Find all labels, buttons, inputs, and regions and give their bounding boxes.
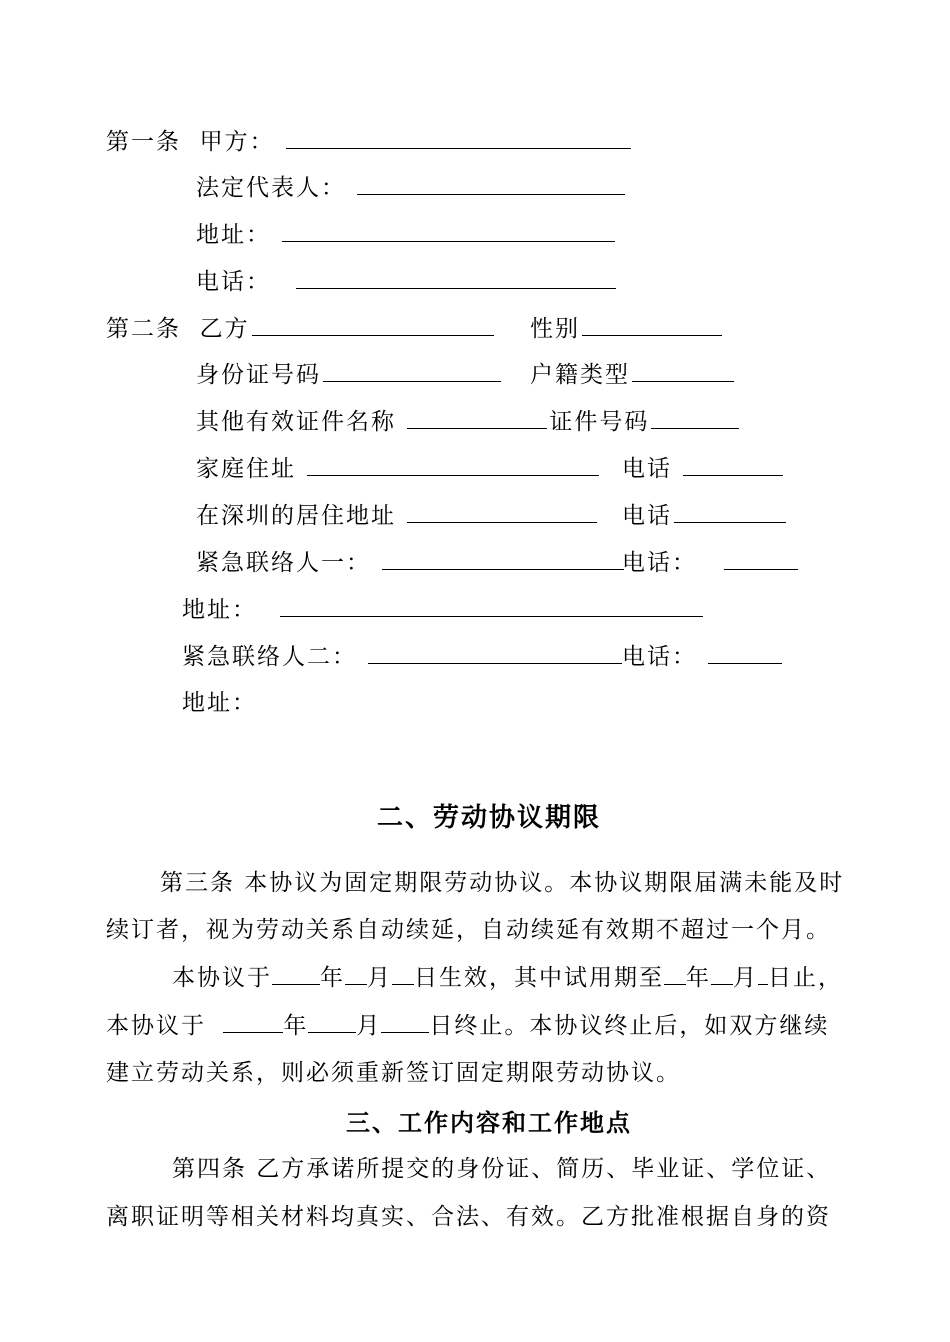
end-month-blank[interactable] [308,1010,356,1033]
home-phone-blank[interactable] [683,453,783,476]
emergency-contact-2-phone-blank[interactable] [708,641,782,664]
legal-rep-blank[interactable] [357,172,625,195]
party-a-phone-blank[interactable] [296,266,616,289]
party-a-line [106,126,633,157]
emergency-contact-1-address-blank[interactable] [280,594,703,617]
sz-phone-label: 电话 [622,503,672,529]
effective-month-blank[interactable] [345,962,367,985]
emergency-contact-1-phone-label: 电话： [622,550,697,576]
probation-end-text: 日止， [768,965,843,991]
probation-year-blank[interactable] [664,962,686,985]
emergency-contact-1-blank[interactable] [382,547,624,570]
probation-year-label: 年 [686,965,711,991]
section-2-title: 二、劳动协议期限 [376,803,601,833]
emergency-contact-2-address-line [182,688,257,718]
emergency-contact-2-phone-line [622,641,784,672]
article-3-line-2: 续订者，视为劳动关系自动续延，自动续延有效期不超过一个月。 [106,917,831,943]
probation-day-blank[interactable] [758,962,768,985]
end-month-label: 月 [356,1013,382,1039]
other-id-label: 其他有效证件名称 [196,409,396,435]
doc-number-label: 证件号码 [549,409,650,435]
probation-month-label: 月 [733,965,758,991]
end-day-blank[interactable] [381,1010,429,1033]
party-b-blank[interactable] [252,313,494,336]
party-a-phone-line [196,266,618,297]
probation-month-blank[interactable] [711,962,733,985]
effective-year-blank[interactable] [272,962,320,985]
end-year-label: 年 [283,1013,309,1039]
party-a-blank[interactable] [286,126,631,149]
party-b-line [106,313,496,344]
id-number-blank[interactable] [323,359,501,382]
sz-phone-line [622,500,788,531]
sz-address-line [196,500,599,531]
party-a-label: 甲方： [199,129,275,155]
emergency-contact-2-label: 紧急联络人二： [182,644,357,670]
effective-date-text-d: 日生效，其中试用期至 [414,965,664,991]
id-number-line [196,359,503,390]
renewal-line: 建立劳动关系，则必须重新签订固定期限劳动协议。 [106,1060,681,1086]
doc-number-blank[interactable] [651,406,739,429]
gender-line [530,313,724,344]
sz-address-label: 在深圳的居住地址 [196,503,396,529]
hukou-label: 户籍类型 [530,362,630,388]
party-a-phone-label: 电话： [196,269,271,295]
sz-address-blank[interactable] [407,500,597,523]
home-address-blank[interactable] [307,453,599,476]
home-phone-line [622,453,785,484]
party-b-label: 乙方 [199,316,250,342]
effective-date-line [172,962,843,993]
party-a-address-label: 地址： [196,222,271,248]
party-a-address-blank[interactable] [282,219,615,242]
other-id-line [196,406,741,437]
emergency-contact-1-label: 紧急联络人一： [196,550,371,576]
emergency-contact-1-line [196,547,626,578]
article-4-line-1: 第四条 乙方承诺所提交的身份证、简历、毕业证、学位证、 [172,1156,832,1182]
end-date-text-d: 日终止。本协议终止后，如双方继续 [429,1013,830,1039]
emergency-contact-2-address-label: 地址： [182,690,257,716]
emergency-contact-2-blank[interactable] [368,641,622,664]
effective-date-text-a: 本协议于 [172,965,272,991]
end-date-text-a: 本协议于 [106,1013,216,1039]
end-date-line [106,1010,829,1041]
section-3-title: 三、工作内容和工作地点 [346,1108,632,1137]
gender-label: 性别 [530,316,580,342]
home-phone-label: 电话 [622,456,672,482]
article-2-label: 第二条 [106,316,181,342]
effective-year-label: 年 [320,965,345,991]
id-number-label: 身份证号码 [196,362,321,388]
emergency-contact-1-phone-blank[interactable] [724,547,798,570]
party-a-address-line [196,219,617,250]
emergency-contact-1-address-line [182,594,705,625]
emergency-contact-1-phone-line [622,547,800,578]
effective-month-label: 月 [367,965,392,991]
hukou-line [530,359,736,390]
emergency-contact-2-line [182,641,624,672]
hukou-blank[interactable] [632,359,734,382]
article-3-line-1: 第三条 本协议为固定期限劳动协议。本协议期限届满未能及时 [160,870,845,896]
home-address-line [196,453,601,484]
emergency-contact-1-address-label: 地址： [182,597,257,623]
article-4-line-2: 离职证明等相关材料均真实、合法、有效。乙方批准根据自身的资 [106,1204,831,1230]
home-address-label: 家庭住址 [196,456,296,482]
emergency-contact-2-phone-label: 电话： [622,644,697,670]
end-year-blank[interactable] [223,1010,283,1033]
legal-rep-line [196,172,627,203]
sz-phone-blank[interactable] [674,500,786,523]
effective-day-blank[interactable] [392,962,414,985]
gender-blank[interactable] [582,313,722,336]
article-1-label: 第一条 [106,129,181,155]
other-id-blank[interactable] [407,406,547,429]
legal-rep-label: 法定代表人： [196,175,346,201]
